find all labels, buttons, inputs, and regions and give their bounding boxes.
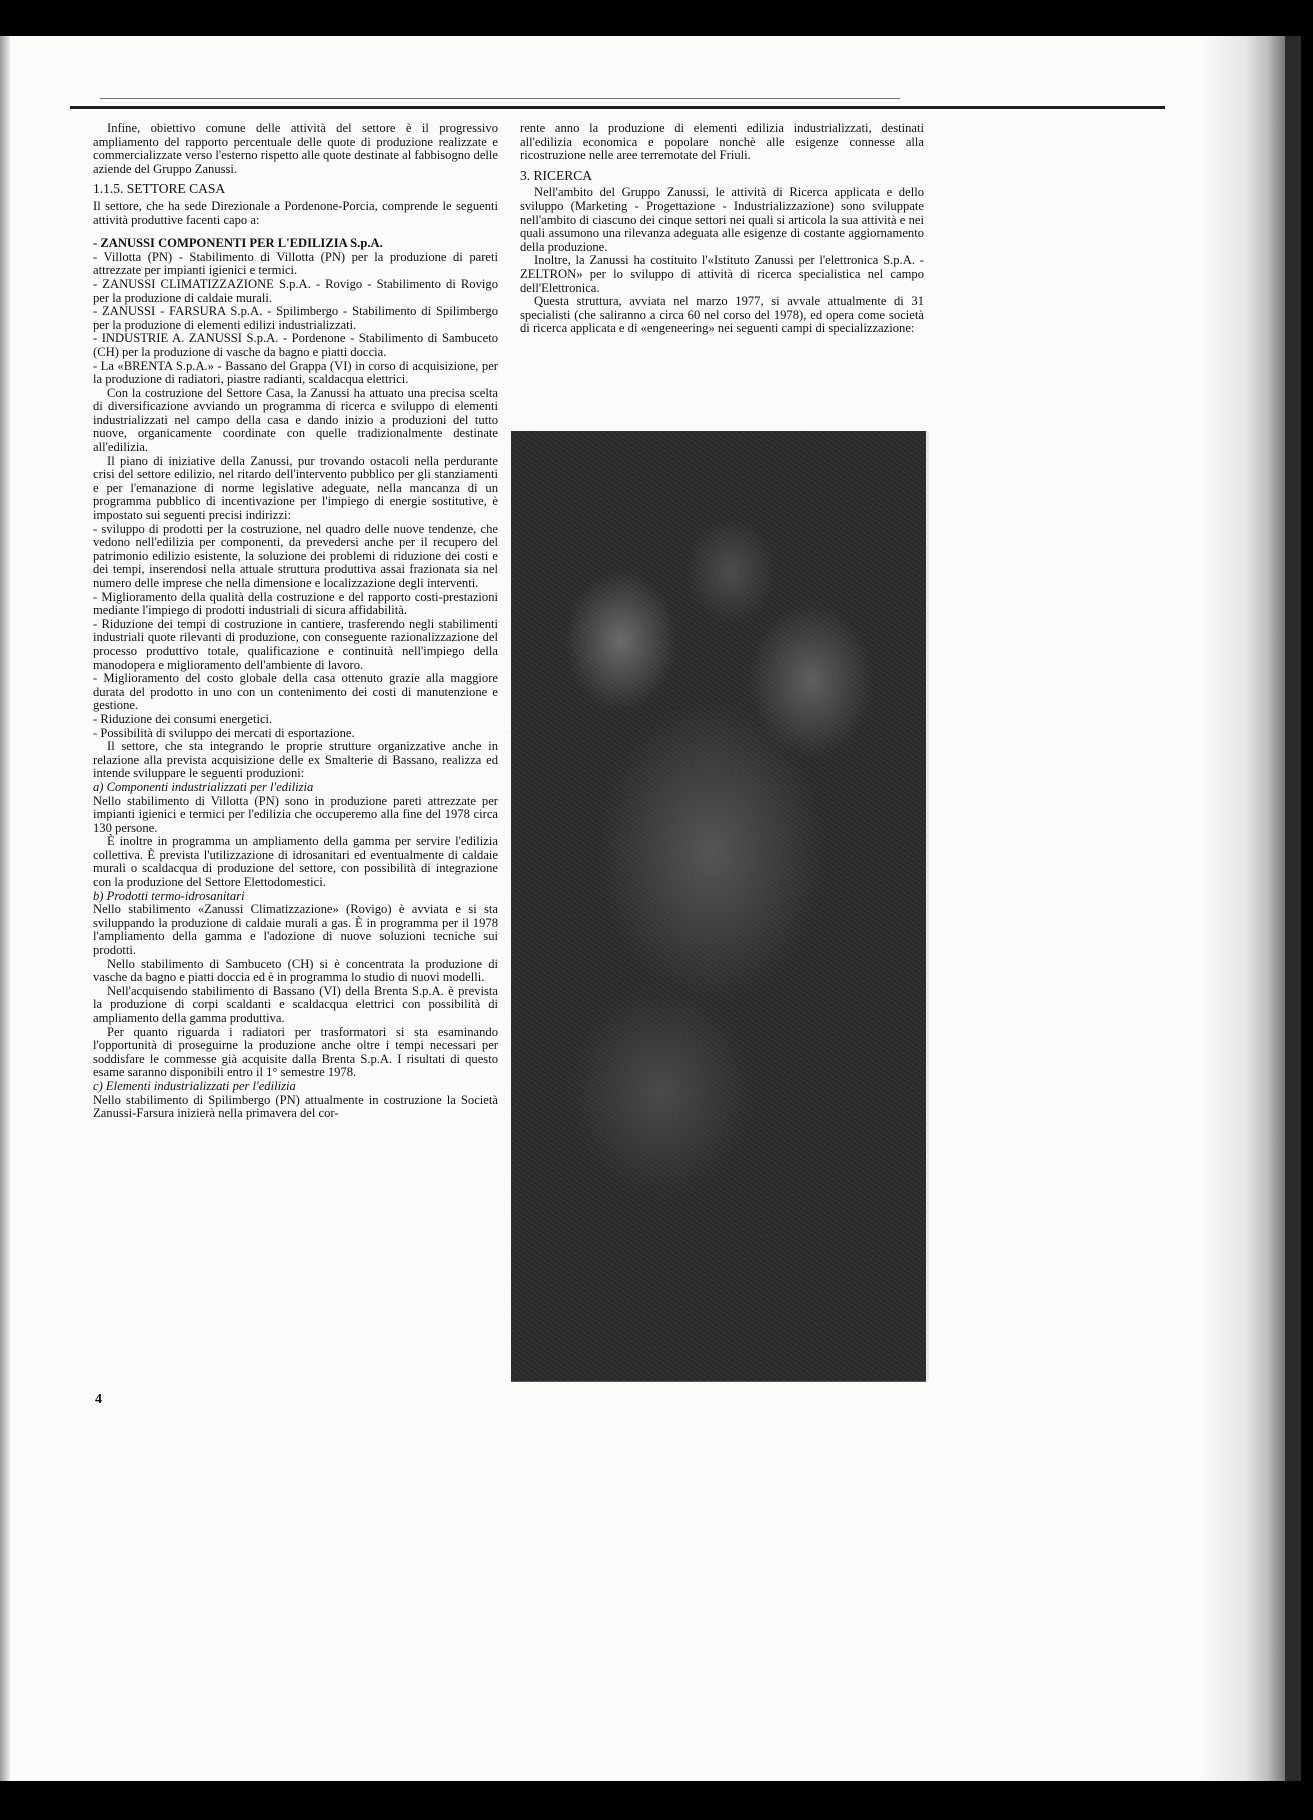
subsection-b-paragraph: Per quanto riguarda i radiatori per trasformatori si sta esaminando l'opportunità di proseguirne la produzione anche oltre i tempi necessari per soddisfare le commesse già acquisite dalla Brenta S.p.A. I risultati di questo esame saranno disponibili entro il 1° semestre 1978.: [93, 1024, 498, 1080]
page-number: 4: [95, 1392, 102, 1407]
indirizzo-item: - Riduzione dei consumi energetici.: [93, 711, 273, 726]
left-column: [93, 122, 498, 1121]
subsection-c-paragraph: Nello stabilimento di Spilimbergo (PN) attualmente in costruzione la Società Zanussi-Farsura inizierà nella primavera del cor-: [93, 1092, 498, 1121]
ricerca-paragraph: Inoltre, la Zanussi ha costituito l'«Istituto Zanussi per l'elettronica S.p.A. - ZELTRON» per lo sviluppo di attività di ricerca specialistica nel campo dell'Elettronica.: [520, 253, 924, 295]
company-item: - ZANUSSI - FARSURA S.p.A. - Spilimbergo - Stabilimento di Spilimbergo per la produzione di elementi edilizi industrializzati.: [93, 304, 498, 332]
indirizzo-item: - Riduzione dei tempi di costruzione in cantiere, trasferendo negli stabilimenti industriali quote rilevanti di produzione, con conseguente razionalizzazione del processo produttivo totale, qualificazione e continuità nell'impiego della manodopera e miglioramento dell'ambiente di lavoro.: [93, 616, 498, 672]
subsection-b-title: b) Prodotti termo-idrosanitari: [93, 888, 245, 903]
company-item: - La «BRENTA S.p.A.» - Bassano del Grappa (VI) in corso di acquisizione, per la produzione di radiatori, piastre radianti, scaldacqua elettrici.: [93, 358, 498, 387]
company-item: - ZANUSSI COMPONENTI PER L'EDILIZIA S.p.A.: [93, 236, 383, 251]
company-item: - ZANUSSI CLIMATIZZAZIONE S.p.A. - Rovigo - Stabilimento di Rovigo per la produzione di caldaie murali.: [93, 276, 498, 305]
ricerca-paragraph: Questa struttura, avviata nel marzo 1977, si avvale attualmente di 31 specialisti (che saliranno a circa 60 nel corso del 1978), ed opera come società di ricerca applicata e di «engeneering» nei seguenti campi di specializzazione:: [520, 294, 924, 336]
section-intro: Il settore, che ha sede Direzionale a Pordenone-Porcia, comprende le seguenti attività produttive facenti capo a:: [93, 198, 498, 227]
intro-paragraph: Infine, obiettivo comune delle attività del settore è il progressivo ampliamento del rapporto percentuale delle quote di produzione realizzate e commercializzate verso l'esterno rispetto alle quote destinate al fabbisogno delle aziende del Gruppo Zanussi.: [93, 121, 498, 176]
top-rule: [70, 106, 1165, 109]
ricerca-paragraph: Nell'ambito del Gruppo Zanussi, le attività di Ricerca applicata e dello sviluppo (Marketing - Progettazione - Industrializzazione) sono sviluppate nell'ambito di ciascuno dei cinque settori nei quali si articola la sua attività e nei quali assumono una rilevanza adeguata alle esigenze di costante aggiornamento della produzione.: [520, 185, 924, 254]
halftone-photo: [511, 431, 929, 1381]
continuation-paragraph: rente anno la produzione di elementi edilizia industrializzati, destinati all'edilizia economica e popolare nonchè alle esigenze connesse alla ricostruzione nelle aree terremotate del Friuli.: [520, 121, 924, 163]
company-item: - Villotta (PN) - Stabilimento di Villotta (PN) per la produzione di pareti attrezzate per impianti igienici e termici.: [93, 249, 498, 278]
right-column: [520, 122, 924, 336]
indirizzo-item: - Miglioramento della qualità della costruzione e del rapporto costi-prestazioni mediante l'impiego di prodotti industriali di sicura affidabilità.: [93, 589, 498, 618]
indirizzo-item: - sviluppo di prodotti per la costruzione, nel quadro delle nuove tendenze, che vedono nell'edilizia per componenti, da prevedersi anche per il recupero del patrimonio edilizio esistente, la soluzione dei problemi di riduzione dei costi e dei tempi, inserendosi nella attuale struttura produttiva assai frazionata sia nel numero delle imprese che nella dimensione e localizzazione degli interventi.: [93, 521, 498, 590]
company-item: - INDUSTRIE A. ZANUSSI S.p.A. - Pordenone - Stabilimento di Sambuceto (CH) per la produzione di vasche da bagno e piatti doccia.: [93, 331, 498, 359]
binding-edge: [0, 36, 10, 1781]
top-rule-thin: [100, 98, 900, 99]
paragraph-costruzione: Con la costruzione del Settore Casa, la Zanussi ha attuato una precisa scelta di diversificazione avviando un programma di ricerca e sviluppo di elementi industrializzati nel campo della casa e dando inizio a produzioni del tutto nuove, organicamente coordinate con quelle tradizionalmente destinate all'edilizia.: [93, 385, 498, 455]
section-heading-ricerca: 3. RICERCA: [520, 167, 593, 183]
paragraph-settore: Il settore, che sta integrando le proprie strutture organizzative anche in relazione alla prevista acquisizione delle ex Smalterie di Bassano, realizza ed intende sviluppare le seguenti produzioni:: [93, 739, 498, 781]
document-page: [0, 36, 1301, 1781]
subsection-b-paragraph: Nello stabilimento di Sambuceto (CH) si è concentrata la produzione di vasche da bagno e piatti doccia ed è in programma lo studio di nuovi modelli.: [93, 956, 498, 985]
page-edge-shadow: [1198, 36, 1285, 1781]
subsection-c-title: c) Elementi industrializzati per l'edilizia: [93, 1078, 296, 1093]
indirizzo-item: - Possibilità di sviluppo dei mercati di esportazione.: [93, 725, 355, 740]
subsection-a-title: a) Componenti industrializzati per l'edilizia: [93, 779, 314, 794]
paragraph-piano: Il piano di iniziative della Zanussi, pur trovando ostacoli nella perdurante crisi del settore edilizio, nel ritardo dell'intervento pubblico per gli stanziamenti e per l'emanazione di norme legislative adeguate, nella mancanza di un programma pubblico di incentivazione per l'impiego di energie sostitutive, è impostato sui seguenti precisi indirizzi:: [93, 453, 498, 523]
photo-bottom-rule: [511, 1381, 926, 1382]
section-heading-settore-casa: 1.1.5. SETTORE CASA: [93, 181, 226, 197]
subsection-a-paragraph: Nello stabilimento di Villotta (PN) sono in produzione pareti attrezzate per impianti igienici e termici per l'edilizia che occuperemo alla fine del 1978 circa 130 persone.: [93, 793, 498, 835]
indirizzo-item: - Miglioramento del costo globale della casa ottenuto grazie alla maggiore durata del prodotto in uno con un contenimento dei costi di manutenzione e gestione.: [93, 671, 498, 713]
subsection-a-paragraph: È inoltre in programma un ampliamento della gamma per servire l'edilizia collettiva. È prevista l'utilizzazione di idrosanitari ed eventualmente di caldaie murali o scaldacqua di produzione del settore, con possibilità di integrazione con la produzione del Settore Elettodomestici.: [93, 834, 498, 890]
subsection-b-paragraph: Nello stabilimento «Zanussi Climatizzazione» (Rovigo) è avviata e si sta sviluppando la produzione di caldaie murali a gas. È in programma per il 1978 l'ampliamento della gamma e l'adozione di nuove soluzioni tecniche sui prodotti.: [93, 902, 498, 958]
subsection-b-paragraph: Nell'acquisendo stabilimento di Bassano (VI) della Brenta S.p.A. è prevista la produzione di corpi scaldanti e scaldacqua elettrici con possibilità di ampliamento della gamma produttiva.: [93, 983, 498, 1025]
